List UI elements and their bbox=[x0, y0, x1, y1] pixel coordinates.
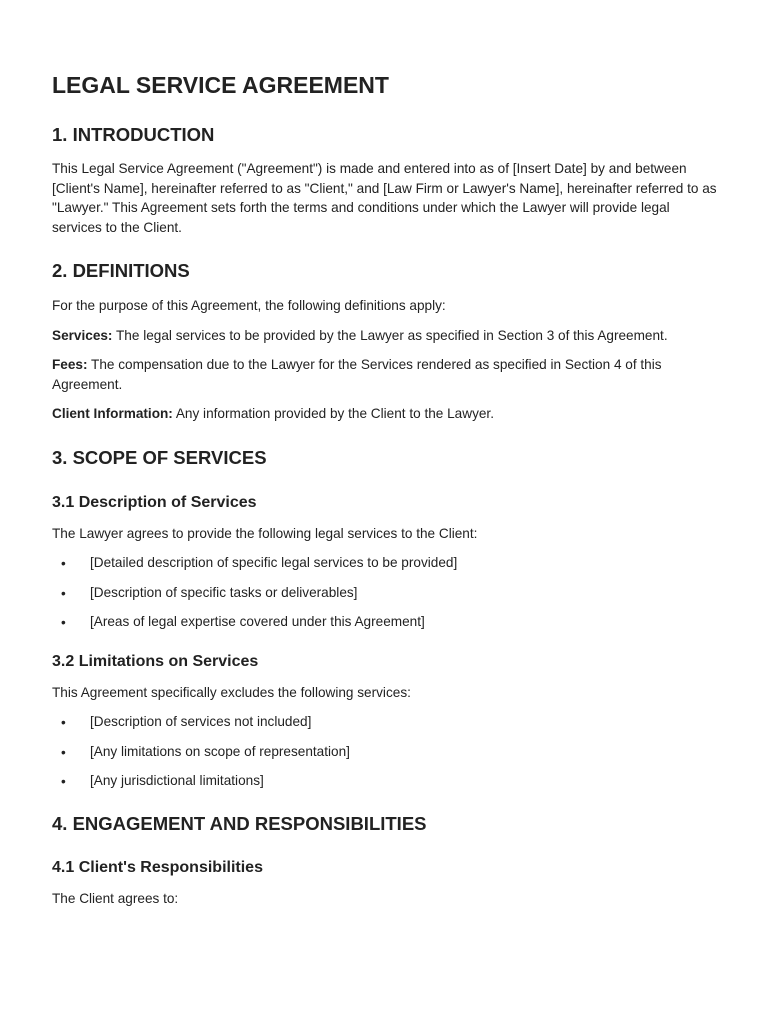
section-heading-introduction: 1. INTRODUCTION bbox=[52, 124, 215, 145]
limitations-bullet-list bbox=[52, 712, 718, 801]
bullet-icon: • bbox=[61, 744, 66, 760]
section-heading-engagement: 4. ENGAGEMENT AND RESPONSIBILITIES bbox=[52, 812, 427, 834]
description-intro: The Lawyer agrees to provide the following legal services to the Client: bbox=[52, 525, 478, 541]
definition-text: Any information provided by the Client to the Lawyer. bbox=[172, 406, 494, 421]
list-item bbox=[52, 742, 718, 772]
section-heading-definitions: 2. DEFINITIONS bbox=[52, 260, 190, 281]
definition-fees bbox=[52, 355, 718, 394]
list-item-text: [Description of specific tasks or deliverables] bbox=[90, 584, 358, 600]
definition-term: Client Information: bbox=[52, 406, 173, 421]
limitations-intro: This Agreement specifically excludes the following services: bbox=[52, 684, 411, 700]
list-item bbox=[52, 712, 718, 742]
definitions-intro: For the purpose of this Agreement, the following definitions apply: bbox=[52, 298, 446, 313]
definition-text: The compensation due to the Lawyer for the Services rendered as specified in Section 4 of this Agreement. bbox=[52, 357, 662, 392]
document-title: LEGAL SERVICE AGREEMENT bbox=[52, 72, 389, 98]
definition-client-information bbox=[52, 404, 718, 424]
client-responsibilities-intro: The Client agrees to: bbox=[52, 890, 179, 906]
bullet-icon: • bbox=[61, 556, 66, 571]
list-item-text: [Areas of legal expertise covered under this Agreement] bbox=[90, 614, 425, 629]
definition-term: Services: bbox=[52, 327, 113, 343]
list-item-text: [Any limitations on scope of representation] bbox=[90, 743, 350, 759]
list-item bbox=[52, 771, 718, 801]
list-item bbox=[52, 612, 718, 642]
definition-services bbox=[52, 326, 718, 346]
bullet-icon: • bbox=[61, 774, 66, 789]
section-heading-scope: 3. SCOPE OF SERVICES bbox=[52, 446, 267, 468]
list-item bbox=[52, 583, 718, 613]
description-bullet-list bbox=[52, 553, 718, 642]
subsection-heading-limitations: 3.2 Limitations on Services bbox=[52, 652, 259, 670]
list-item bbox=[52, 553, 718, 583]
introduction-paragraph: This Legal Service Agreement ("Agreement") is made and entered into as of [Insert Date] by and between [Client's Name], hereinafter referred to as "Client," and [Law Firm or Lawyer's Name], hereinafter referred to as "Lawyer." This Agreement sets forth the terms and conditions under which the Lawyer will provide legal services to the Client. bbox=[52, 161, 717, 235]
subsection-heading-description: 3.1 Description of Services bbox=[52, 493, 257, 511]
list-item-text: [Detailed description of specific legal services to be provided] bbox=[90, 555, 458, 570]
bullet-icon: • bbox=[61, 615, 66, 630]
bullet-icon: • bbox=[61, 585, 66, 601]
list-item-text: [Description of services not included] bbox=[90, 714, 312, 729]
definition-term: Fees: bbox=[52, 357, 88, 372]
subsection-heading-client-responsibilities: 4.1 Client's Responsibilities bbox=[52, 858, 263, 876]
list-item-text: [Any jurisdictional limitations] bbox=[90, 773, 264, 788]
definition-text: The legal services to be provided by the Lawyer as specified in Section 3 of this Agreement. bbox=[112, 327, 668, 343]
bullet-icon: • bbox=[61, 715, 66, 730]
